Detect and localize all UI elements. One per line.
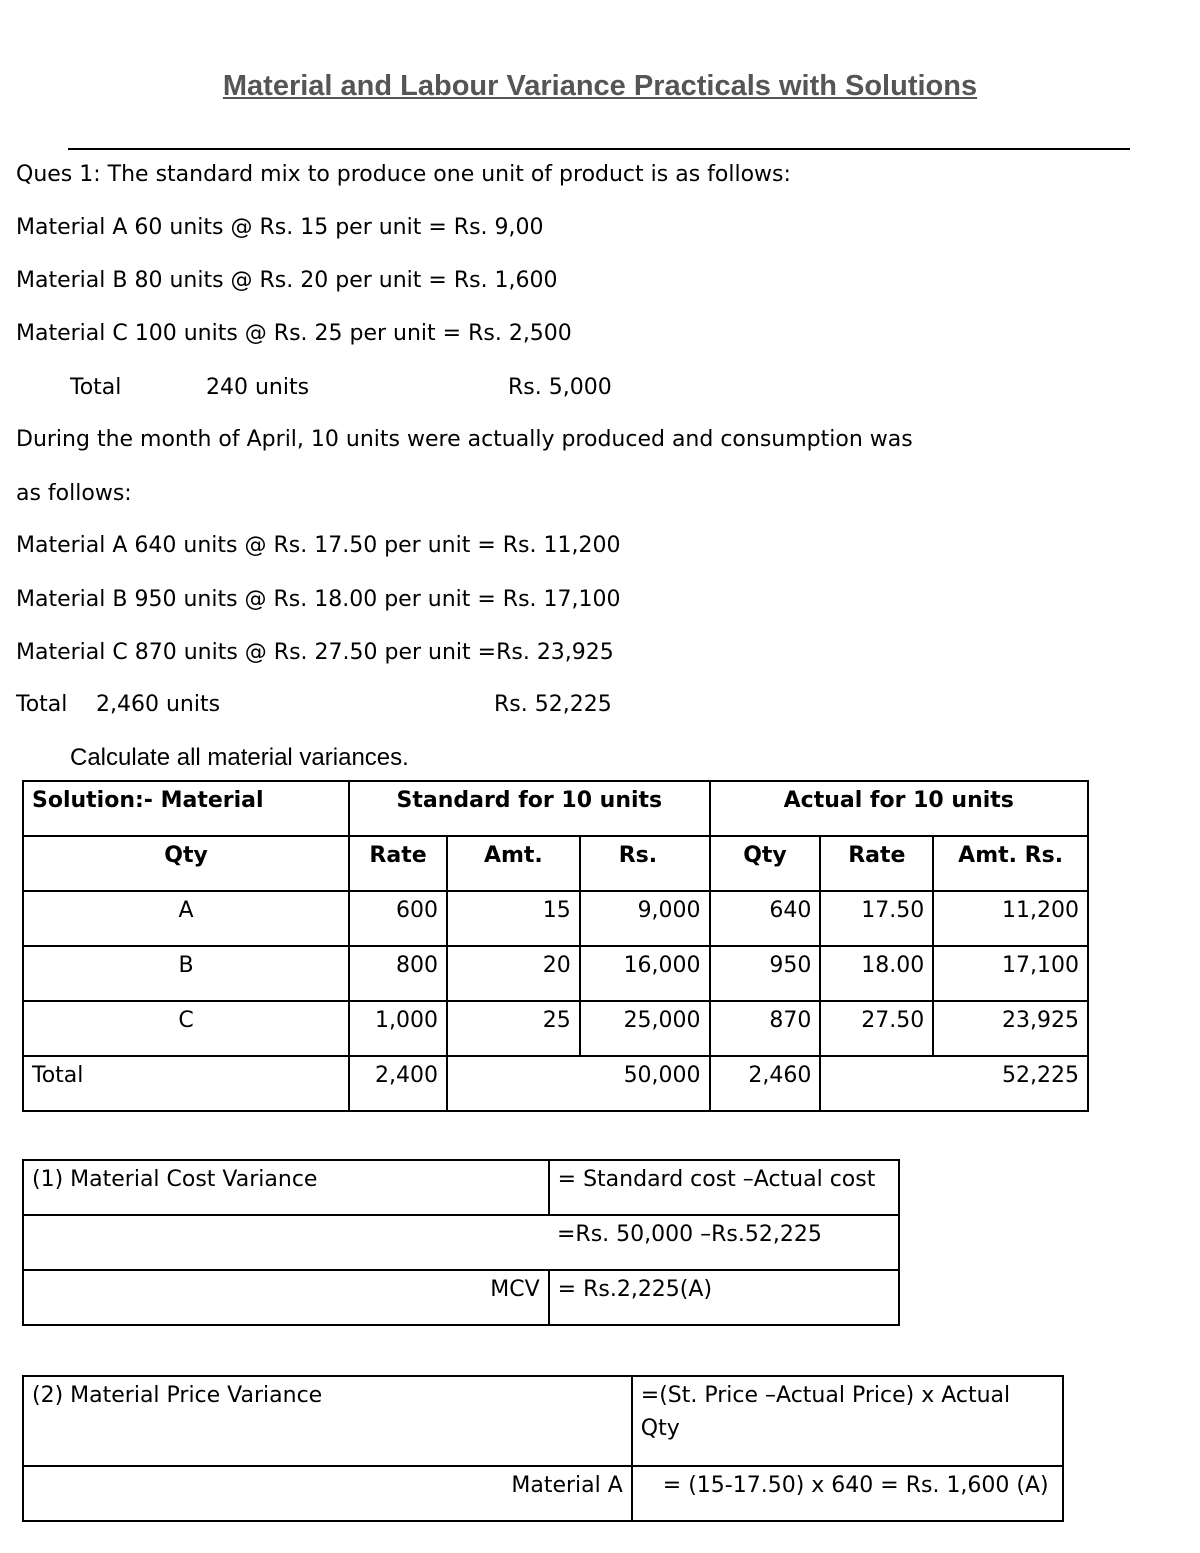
total-standard-qty: 2,400 <box>349 1056 447 1111</box>
header-actual-rate: Rate <box>820 836 933 891</box>
total-label: Total <box>23 1056 349 1111</box>
row-material: B <box>23 946 349 1001</box>
task-text: Calculate all material variances. <box>70 744 409 771</box>
row-actual-amount: 23,925 <box>933 1001 1088 1056</box>
row-actual-amount: 17,100 <box>933 946 1088 1001</box>
header-standard: Standard for 10 units <box>349 781 709 836</box>
question-intro: Ques 1: The standard mix to produce one unit of product is as follows: <box>16 162 791 187</box>
header-qty: Qty <box>23 836 349 891</box>
actual-line-c: Material C 870 units @ Rs. 27.50 per unit =Rs. 23,925 <box>16 640 614 665</box>
mpv-row <box>23 1376 1063 1466</box>
table-row <box>23 891 1088 946</box>
header-rate: Rate <box>349 836 447 891</box>
mpv-label: (2) Material Price Variance <box>23 1376 632 1466</box>
mpv-row-value: = (15-17.50) x 640 = Rs. 1,600 (A) <box>632 1466 1063 1521</box>
mcv-calc-row <box>23 1215 899 1270</box>
mcv-row <box>23 1160 899 1215</box>
table-total-row <box>23 1056 1088 1111</box>
table-header-row <box>23 781 1088 836</box>
material-price-variance-table <box>22 1375 1064 1522</box>
row-actual-rate: 27.50 <box>820 1001 933 1056</box>
total-actual-amount: 52,225 <box>820 1056 1088 1111</box>
table-row <box>23 1001 1088 1056</box>
table-subheader-row <box>23 836 1088 891</box>
mcv-result-row <box>23 1270 899 1325</box>
actual-line-a: Material A 640 units @ Rs. 17.50 per unit = Rs. 11,200 <box>16 533 621 558</box>
during-text-2: as follows: <box>16 481 132 506</box>
header-actual-qty: Qty <box>710 836 821 891</box>
row-standard-qty: 1,000 <box>349 1001 447 1056</box>
row-standard-amount: 16,000 <box>580 946 710 1001</box>
during-text-1: During the month of April, 10 units were actually produced and consumption was <box>16 427 913 452</box>
row-standard-qty: 800 <box>349 946 447 1001</box>
row-standard-amount: 9,000 <box>580 891 710 946</box>
header-amt: Amt. <box>447 836 580 891</box>
row-actual-qty: 640 <box>710 891 821 946</box>
mcv-formula: = Standard cost –Actual cost <box>549 1160 899 1215</box>
standard-line-b: Material B 80 units @ Rs. 20 per unit = Rs. 1,600 <box>16 268 558 293</box>
standard-line-c: Material C 100 units @ Rs. 25 per unit = Rs. 2,500 <box>16 321 572 346</box>
row-standard-rate: 20 <box>447 946 580 1001</box>
header-actual-amt: Amt. Rs. <box>933 836 1088 891</box>
row-actual-qty: 950 <box>710 946 821 1001</box>
row-actual-amount: 11,200 <box>933 891 1088 946</box>
actual-total-units: 2,460 units <box>96 692 221 717</box>
row-standard-amount: 25,000 <box>580 1001 710 1056</box>
standard-total-units: 240 units <box>206 375 310 400</box>
standard-total-amount: Rs. 5,000 <box>508 375 612 400</box>
total-actual-qty: 2,460 <box>710 1056 821 1111</box>
header-material: Solution:- Material <box>23 781 349 836</box>
mcv-result: = Rs.2,225(A) <box>549 1270 899 1325</box>
header-rs: Rs. <box>580 836 710 891</box>
mcv-label: (1) Material Cost Variance <box>23 1160 549 1215</box>
mcv-result-label: MCV <box>23 1270 549 1325</box>
page-title: Material and Labour Variance Practicals with Solutions <box>222 70 978 102</box>
mcv-calc: =Rs. 50,000 –Rs.52,225 <box>23 1215 899 1270</box>
standard-line-a: Material A 60 units @ Rs. 15 per unit = Rs. 9,00 <box>16 215 544 240</box>
solution-table <box>22 780 1089 1112</box>
actual-total-label: Total <box>16 692 68 717</box>
row-standard-qty: 600 <box>349 891 447 946</box>
header-actual: Actual for 10 units <box>710 781 1088 836</box>
actual-total-amount: Rs. 52,225 <box>494 692 612 717</box>
row-material: A <box>23 891 349 946</box>
row-actual-rate: 17.50 <box>820 891 933 946</box>
row-actual-rate: 18.00 <box>820 946 933 1001</box>
row-material: C <box>23 1001 349 1056</box>
mpv-formula: =(St. Price –Actual Price) x Actual Qty <box>632 1376 1063 1466</box>
row-actual-qty: 870 <box>710 1001 821 1056</box>
total-standard-amount: 50,000 <box>447 1056 710 1111</box>
material-cost-variance-table <box>22 1159 900 1326</box>
mpv-material-a-row <box>23 1466 1063 1521</box>
mpv-row-label: Material A <box>23 1466 632 1521</box>
actual-line-b: Material B 950 units @ Rs. 18.00 per unit = Rs. 17,100 <box>16 587 621 612</box>
table-row <box>23 946 1088 1001</box>
title-rule <box>68 148 1130 150</box>
standard-total-label: Total <box>70 375 122 400</box>
row-standard-rate: 15 <box>447 891 580 946</box>
row-standard-rate: 25 <box>447 1001 580 1056</box>
